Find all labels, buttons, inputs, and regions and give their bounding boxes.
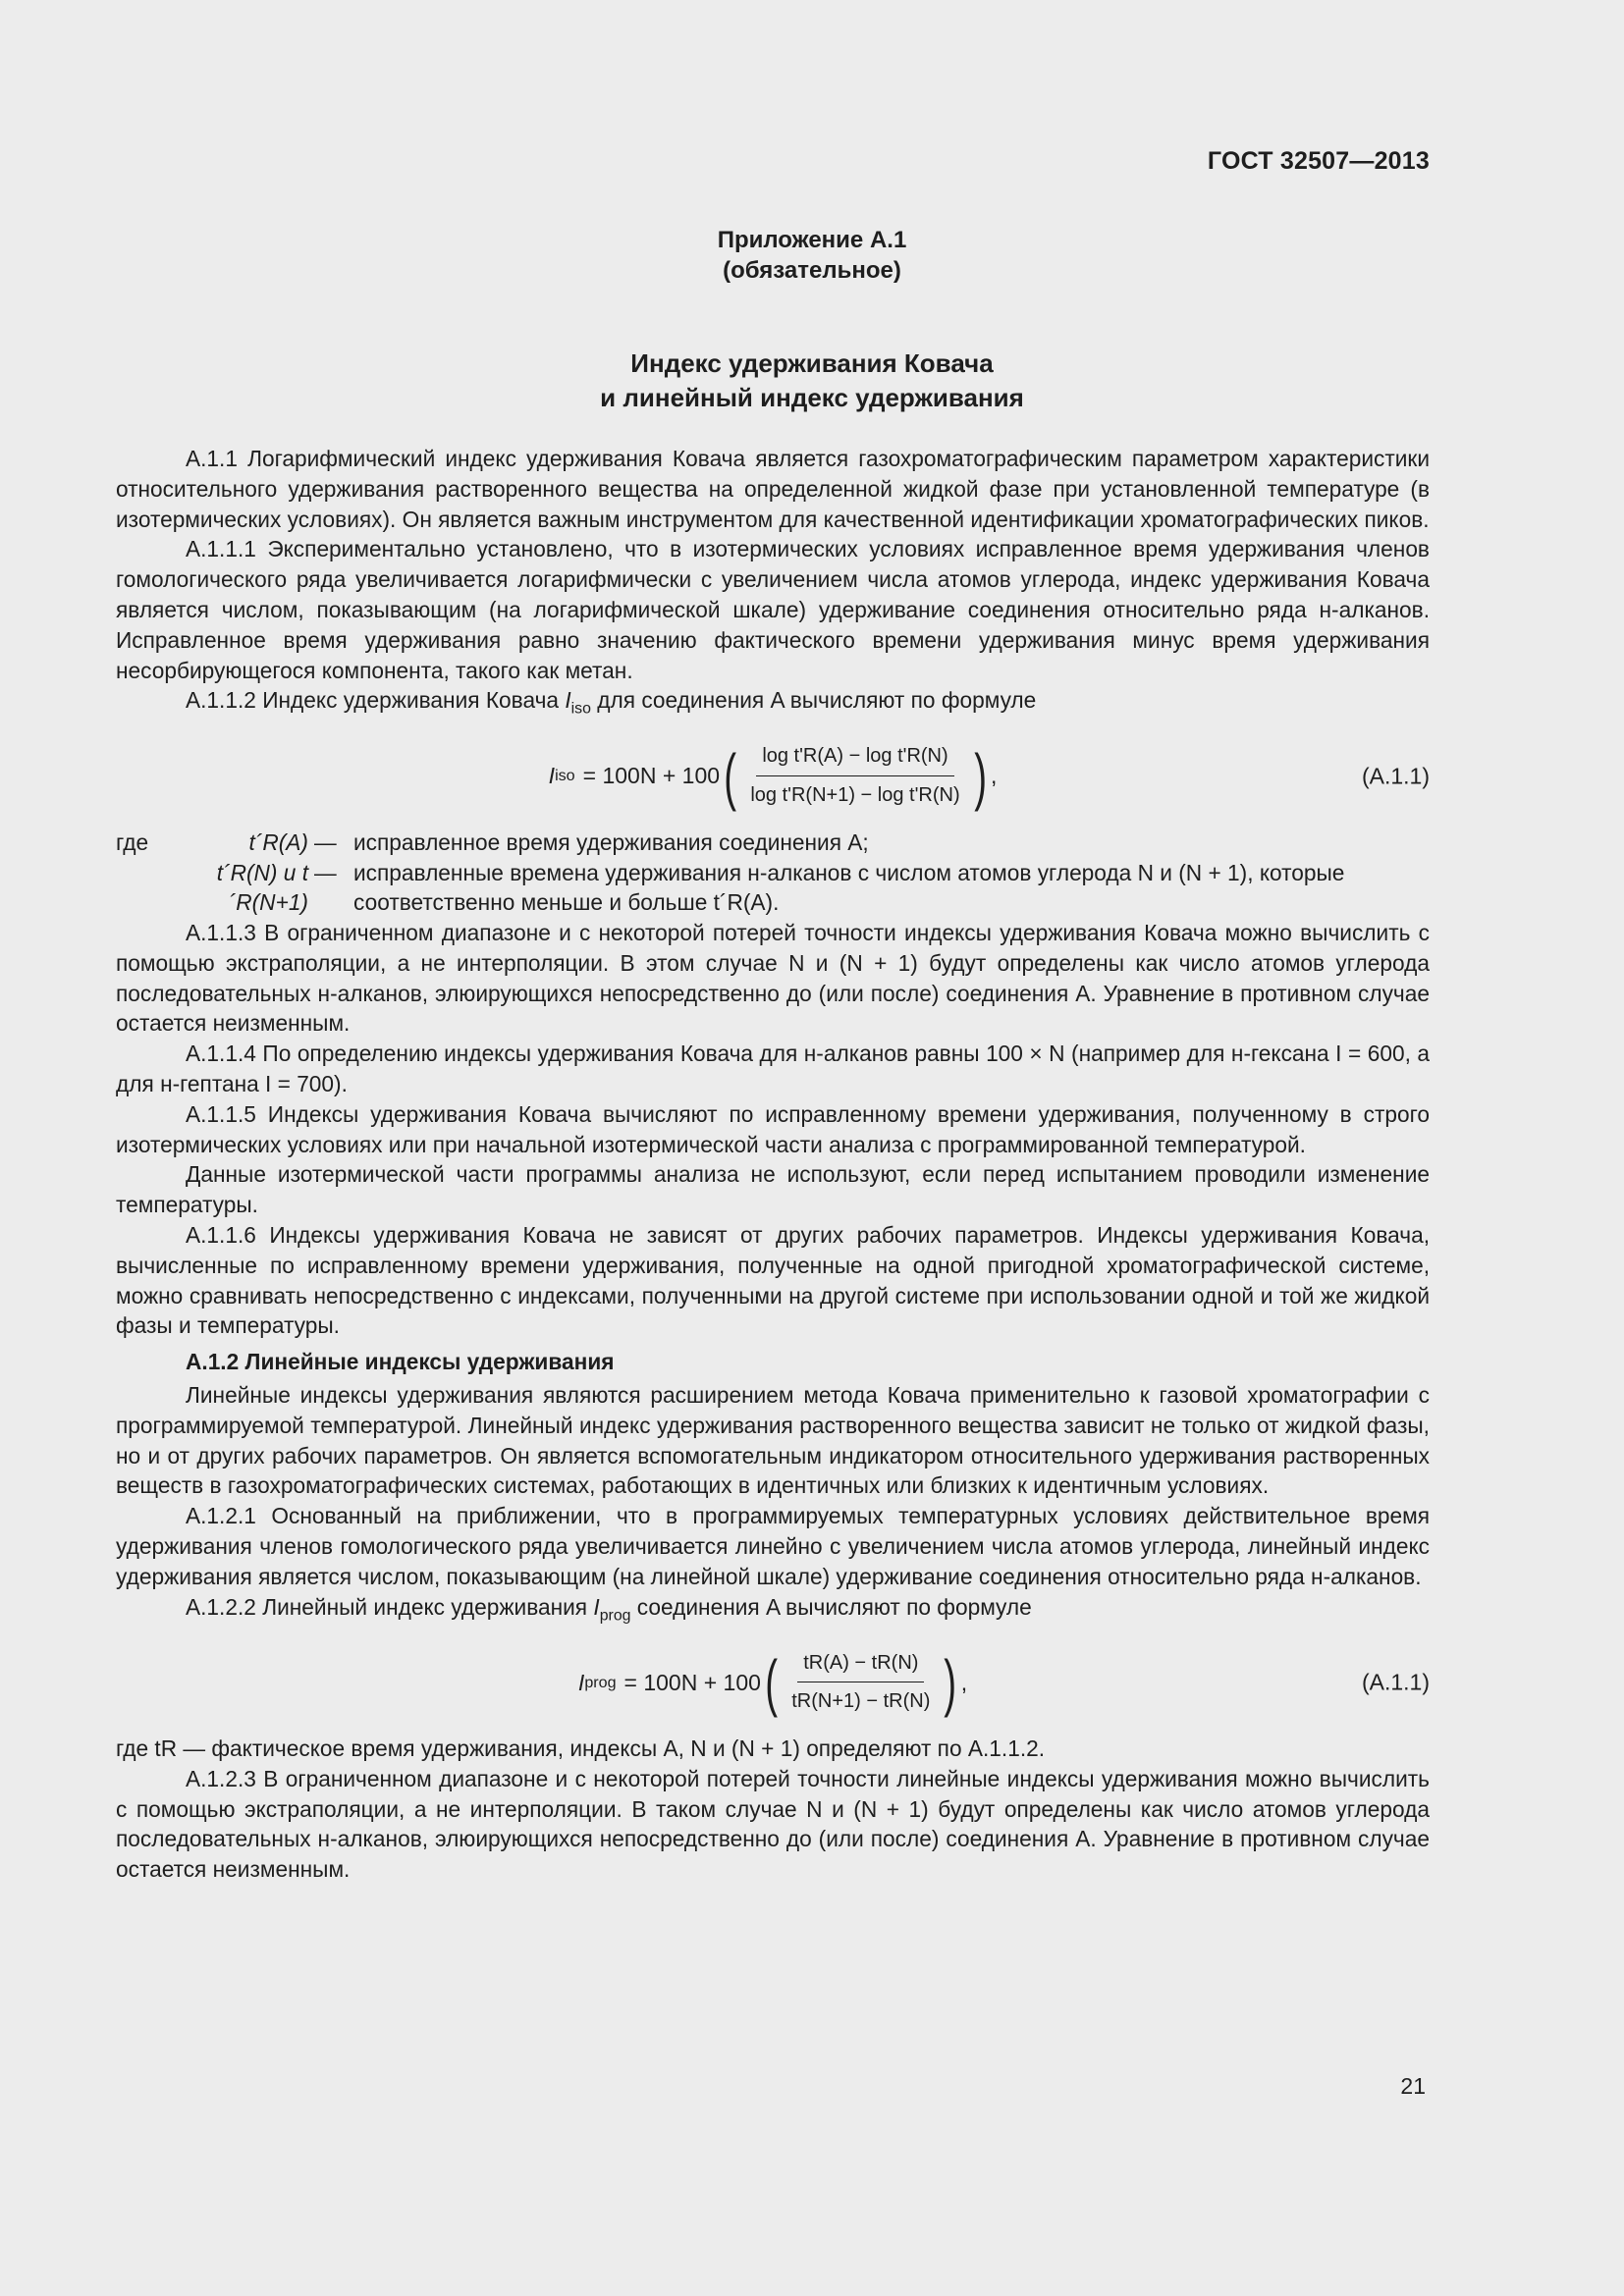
equation-number: (А.1.1) xyxy=(1361,1669,1430,1695)
formula-lhs: I xyxy=(577,1669,585,1695)
paragraph: А.1.1.3 В ограниченном диапазоне и с некоторой потерей точности индексы удерживания Ковача можно вычислить с помощью экстраполяции, а не интерполяции. В этом случае N и (N + 1) будут определены как число атомов углерода последовательных н-алканов, элюирующихся непосредственно до (или после) соединения A. Уравнение в противном случае остается неизменным. xyxy=(116,920,1430,1037)
paragraph: А.1.2.2 Линейный индекс удерживания $I_{prog}$ соединения A вычисляют по формуле xyxy=(186,1593,1032,1625)
formula-fraction xyxy=(785,1648,936,1718)
paragraph: Данные изотермической части программы анализа не используют, если перед испытанием проводили изменение температуры. xyxy=(116,1161,1430,1218)
paragraph: А.1.1 Логарифмический индекс удерживания Ковача является газохроматографическим параметром характеристики относительного удерживания растворенного вещества на определенной жидкой фазе при установленной температуре (в изотермических условиях). Он является важным инструментом для качественной идентификации хроматографических пиков. xyxy=(116,446,1430,532)
formula-mid: = 100N + 100 xyxy=(582,763,721,789)
where-word: где xyxy=(116,828,149,855)
title-line-1: Индекс удерживания Ковача xyxy=(630,348,994,378)
appendix-label: Приложение А.1 xyxy=(717,227,907,253)
where-clause: где t´R(A) — исправленное время удерживания соединения A; t´R(N) и t´R(N+1) — исправленные времена удерживания н-алканов с числом атомов углерода N и (N + 1), которые соответственно меньше и больше t´R(A). xyxy=(116,828,1430,918)
formula-fraction xyxy=(744,741,965,811)
where-clause: где tR — фактическое время удерживания, индексы A, N и (N + 1) определяют по А.1.1.2. xyxy=(116,1735,1046,1761)
close-paren-icon: ) xyxy=(944,1646,957,1718)
paragraph: Линейные индексы удерживания являются расширением метода Ковача применительно к газовой хроматографии с программируемой температурой. Линейный индекс удерживания растворенного вещества зависит не только от жидкой фазы, но и от других рабочих параметров. Он является вспомогательным индикатором относительного удерживания растворенных веществ в газохроматографических системах, работающих в идентичных или близких к идентичным условиях. xyxy=(116,1382,1430,1499)
equation-number: (А.1.1) xyxy=(1361,763,1430,789)
standard-header: ГОСТ 32507—2013 xyxy=(1207,147,1430,175)
body-text xyxy=(116,444,1430,1885)
formula-mid: = 100N + 100 xyxy=(623,1669,761,1695)
appendix-status: (обязательное) xyxy=(723,257,901,284)
formula-denominator: tR(N+1) − tR(N) xyxy=(791,1690,931,1713)
formula-kovats: I iso = 100N + 100 ( $\frac{\text{log t'R(A) − log t'R(N)}}{\text{log t'R(N+1) − log t'R(N)}}$ ) , (А.1.1) xyxy=(548,740,1430,812)
page-number: 21 xyxy=(1400,2073,1426,2099)
open-paren-icon: ( xyxy=(765,1646,778,1718)
formula-linear: I prog = 100N + 100 ( $\frac{tR(A) - tR(N)}{tR(N+1) - tR(N)}$ ) , (А.1.1) xyxy=(577,1646,1430,1718)
paragraph: А.1.1.4 По определению индексы удерживания Ковача для н-алканов равны 100 × N (например для н-гексана I = 600, а для н-гептана I = 700). xyxy=(116,1041,1430,1097)
formula-numerator: log t'R(A) − log t'R(N) xyxy=(756,741,953,776)
paragraph: А.1.2.3 В ограниченном диапазоне и с некоторой потерей точности линейные индексы удерживания можно вычислить с помощью экстраполяции, а не интерполяции. В таком случае N и (N + 1) будут определены как число атомов углерода последовательных н-алканов, элюирующихся непосредственно до (или после) соединения A. Уравнение в противном случае остается неизменным. xyxy=(116,1765,1430,1883)
appendix-heading xyxy=(0,225,1624,286)
open-paren-icon: ( xyxy=(724,740,737,812)
paragraph: А.1.1.1 Экспериментально установлено, что в изотермических условиях исправленное время удерживания членов гомологического ряда увеличивается логарифмически с увеличением числа атомов углерода, индекс удерживания Ковача является числом, показывающим (на логарифмической шкале) удерживание соединения относительно ряда н-алканов. Исправленное время удерживания равно значению фактического времени удерживания минус время удерживания несорбирующегося компонента, такого как метан. xyxy=(116,536,1430,683)
paragraph: А.1.2.1 Основанный на приближении, что в программируемых температурных условиях действительное время удерживания членов гомологического ряда увеличивается линейно с увеличением числа атомов углерода, линейный индекс удерживания является числом, показывающим (на линейной шкале) удерживание соединения относительно ряда н-алканов. xyxy=(116,1503,1430,1589)
paragraph: А.1.1.6 Индексы удерживания Ковача не зависят от других рабочих параметров. Индексы удерживания Ковача, вычисленные по исправленному времени удерживания, полученные на одной пригодной хроматографической системе, можно сравнивать непосредственно с индексами, полученными на другой системе при использовании одной и той же жидкой фазы и температуры. xyxy=(116,1222,1430,1339)
title-line-2: и линейный индекс удерживания xyxy=(600,383,1024,412)
formula-denominator: log t'R(N+1) − log t'R(N) xyxy=(750,784,960,807)
where-key: t´R(A) xyxy=(248,828,308,855)
formula-numerator: tR(A) − tR(N) xyxy=(797,1648,924,1683)
where-desc: исправленные времена удерживания н-алканов с числом атомов углерода N и (N + 1), которые соответственно меньше и больше t´R(A). xyxy=(353,859,1345,916)
formula-lhs: I xyxy=(548,763,556,789)
close-paren-icon: ) xyxy=(973,740,987,812)
where-desc: исправленное время удерживания соединения A; xyxy=(353,828,869,855)
paragraph: А.1.1.5 Индексы удерживания Ковача вычисляют по исправленному времени удерживания, полученному в строго изотермических условиях или при начальной изотермической части анализа с программированной температурой. xyxy=(116,1100,1430,1157)
where-key: t´R(N) и t´R(N+1) xyxy=(216,859,308,916)
paragraph: А.1.1.2 Индекс удерживания Ковача $I_{iso}$ для соединения A вычисляют по формуле xyxy=(186,687,1037,718)
section-title xyxy=(0,347,1624,415)
subsection-heading: А.1.2 Линейные индексы удерживания xyxy=(186,1349,615,1375)
